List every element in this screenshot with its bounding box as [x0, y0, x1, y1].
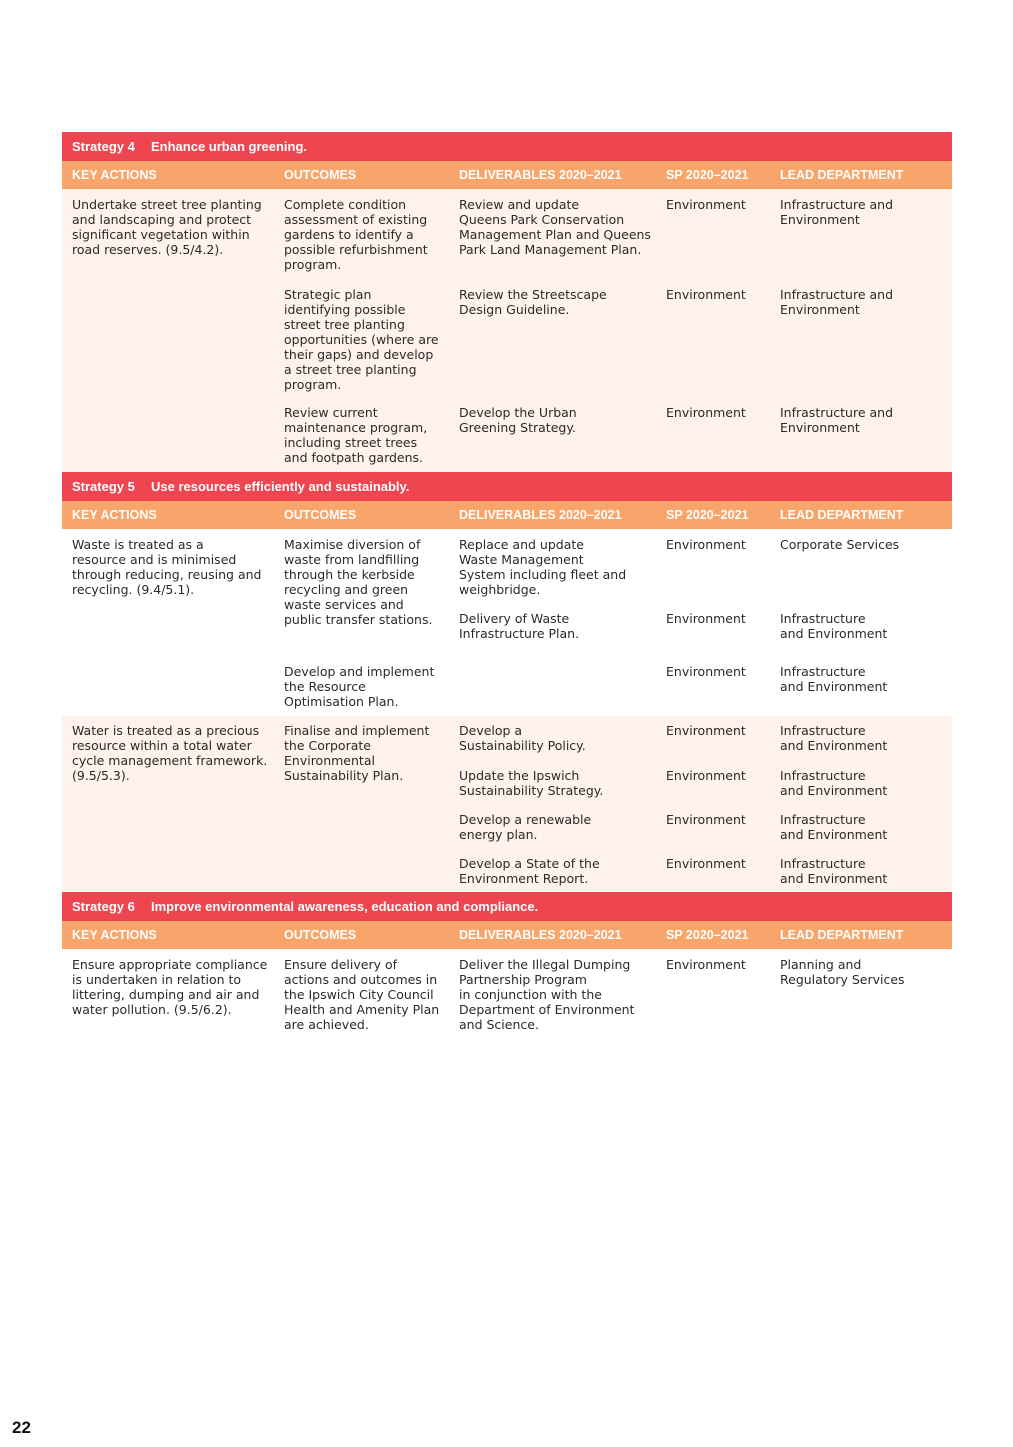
header-lead-department: LEAD DEPARTMENT — [780, 168, 904, 182]
key-action: Ensure appropriate compliance is undertaken in relation to littering, dumping and air and water pollution. (9.5/6.2). — [72, 957, 268, 1017]
outcome: Strategic plan identifying possible street tree planting opportunities (where are their gaps) and develop a street tree planting program. — [284, 287, 439, 392]
header-deliverables: DELIVERABLES 2020–2021 — [459, 168, 622, 182]
key-action: Waste is treated as a resource and is minimised through reducing, reusing and recycling. (9.4/5.1). — [72, 537, 262, 597]
lead-department: Infrastructure and Environment — [780, 812, 888, 842]
header-deliverables: DELIVERABLES 2020–2021 — [459, 508, 622, 522]
header-key-actions: KEY ACTIONS — [72, 508, 157, 522]
sp-value: Environment — [666, 812, 746, 827]
deliverable: Review the Streetscape Design Guideline. — [459, 287, 607, 317]
strategy-title: Enhance urban greening. — [151, 139, 308, 154]
header-sp: SP 2020–2021 — [666, 928, 749, 942]
strategy-6-bar — [62, 892, 952, 921]
strategy-5-waste-body — [62, 529, 952, 716]
sp-value: Environment — [666, 405, 746, 420]
deliverable: Deliver the Illegal Dumping Partnership Program in conjunction with the Department of Environment and Science. — [459, 957, 635, 1032]
lead-department: Infrastructure and Environment — [780, 856, 888, 886]
sp-value: Environment — [666, 957, 746, 972]
strategy-title: Improve environmental awareness, education and compliance. — [151, 899, 539, 914]
deliverable: Review and update Queens Park Conservation Management Plan and Queens Park Land Management Plan. — [459, 197, 651, 257]
strategy-5-bar — [62, 472, 952, 501]
header-sp: SP 2020–2021 — [666, 168, 749, 182]
header-lead-department: LEAD DEPARTMENT — [780, 928, 904, 942]
outcome: Finalise and implement the Corporate Environmental Sustainability Plan. — [284, 723, 430, 783]
table-header-row — [62, 161, 952, 189]
header-outcomes: OUTCOMES — [284, 928, 357, 942]
outcome: Ensure delivery of actions and outcomes in the Ipswich City Council Health and Amenity Plan are achieved. — [284, 957, 440, 1032]
lead-department: Planning and Regulatory Services — [780, 957, 905, 987]
sp-value: Environment — [666, 537, 746, 552]
deliverable: Update the Ipswich Sustainability Strategy. — [459, 768, 604, 798]
strategy-table — [62, 132, 952, 1039]
key-action: Undertake street tree planting and landscaping and protect significant vegetation within road reserves. (9.5/4.2). — [72, 197, 262, 257]
strategy-4-bar — [62, 132, 952, 161]
header-outcomes: OUTCOMES — [284, 168, 357, 182]
deliverable: Develop a State of the Environment Report. — [459, 856, 600, 886]
lead-department: Infrastructure and Environment — [780, 405, 894, 435]
sp-value: Environment — [666, 287, 746, 302]
outcome: Maximise diversion of waste from landfilling through the kerbside recycling and green waste services and public transfer stations. — [284, 537, 433, 627]
sp-value: Environment — [666, 611, 746, 626]
strategy-6-body — [62, 949, 952, 1039]
header-sp: SP 2020–2021 — [666, 508, 749, 522]
deliverable: Develop the Urban Greening Strategy. — [459, 405, 577, 435]
outcome: Complete condition assessment of existing gardens to identify a possible refurbishment program. — [284, 197, 428, 272]
page-number: 22 — [12, 1418, 31, 1437]
key-action: Water is treated as a precious resource within a total water cycle management framework. (9.5/5.3). — [72, 723, 268, 783]
outcome: Develop and implement the Resource Optimisation Plan. — [284, 664, 435, 709]
header-outcomes: OUTCOMES — [284, 508, 357, 522]
strategy-title: Use resources efficiently and sustainably. — [151, 479, 410, 494]
lead-department: Infrastructure and Environment — [780, 768, 888, 798]
header-key-actions: KEY ACTIONS — [72, 168, 157, 182]
strategy-4-body — [62, 189, 952, 472]
header-lead-department: LEAD DEPARTMENT — [780, 508, 904, 522]
lead-department: Infrastructure and Environment — [780, 197, 894, 227]
sp-value: Environment — [666, 723, 746, 738]
sp-value: Environment — [666, 768, 746, 783]
lead-department: Infrastructure and Environment — [780, 723, 888, 753]
strategy-label: Strategy 4 — [72, 139, 135, 154]
deliverable: Develop a renewable energy plan. — [459, 812, 592, 842]
outcome: Review current maintenance program, including street trees and footpath gardens. — [284, 405, 428, 465]
strategy-label: Strategy 6 — [72, 899, 135, 914]
table-header-row — [62, 501, 952, 529]
strategy-label: Strategy 5 — [72, 479, 135, 494]
deliverable: Develop a Sustainability Policy. — [459, 723, 586, 753]
table-header-row — [62, 921, 952, 949]
header-key-actions: KEY ACTIONS — [72, 928, 157, 942]
lead-department: Infrastructure and Environment — [780, 664, 888, 694]
lead-department: Infrastructure and Environment — [780, 611, 888, 641]
sp-value: Environment — [666, 856, 746, 871]
header-deliverables: DELIVERABLES 2020–2021 — [459, 928, 622, 942]
deliverable: Delivery of Waste Infrastructure Plan. — [459, 611, 580, 641]
sp-value: Environment — [666, 197, 746, 212]
sp-value: Environment — [666, 664, 746, 679]
lead-department: Corporate Services — [780, 537, 900, 552]
lead-department: Infrastructure and Environment — [780, 287, 894, 317]
deliverable: Replace and update Waste Management System including fleet and weighbridge. — [459, 537, 627, 597]
strategy-5-water-body — [62, 716, 952, 892]
